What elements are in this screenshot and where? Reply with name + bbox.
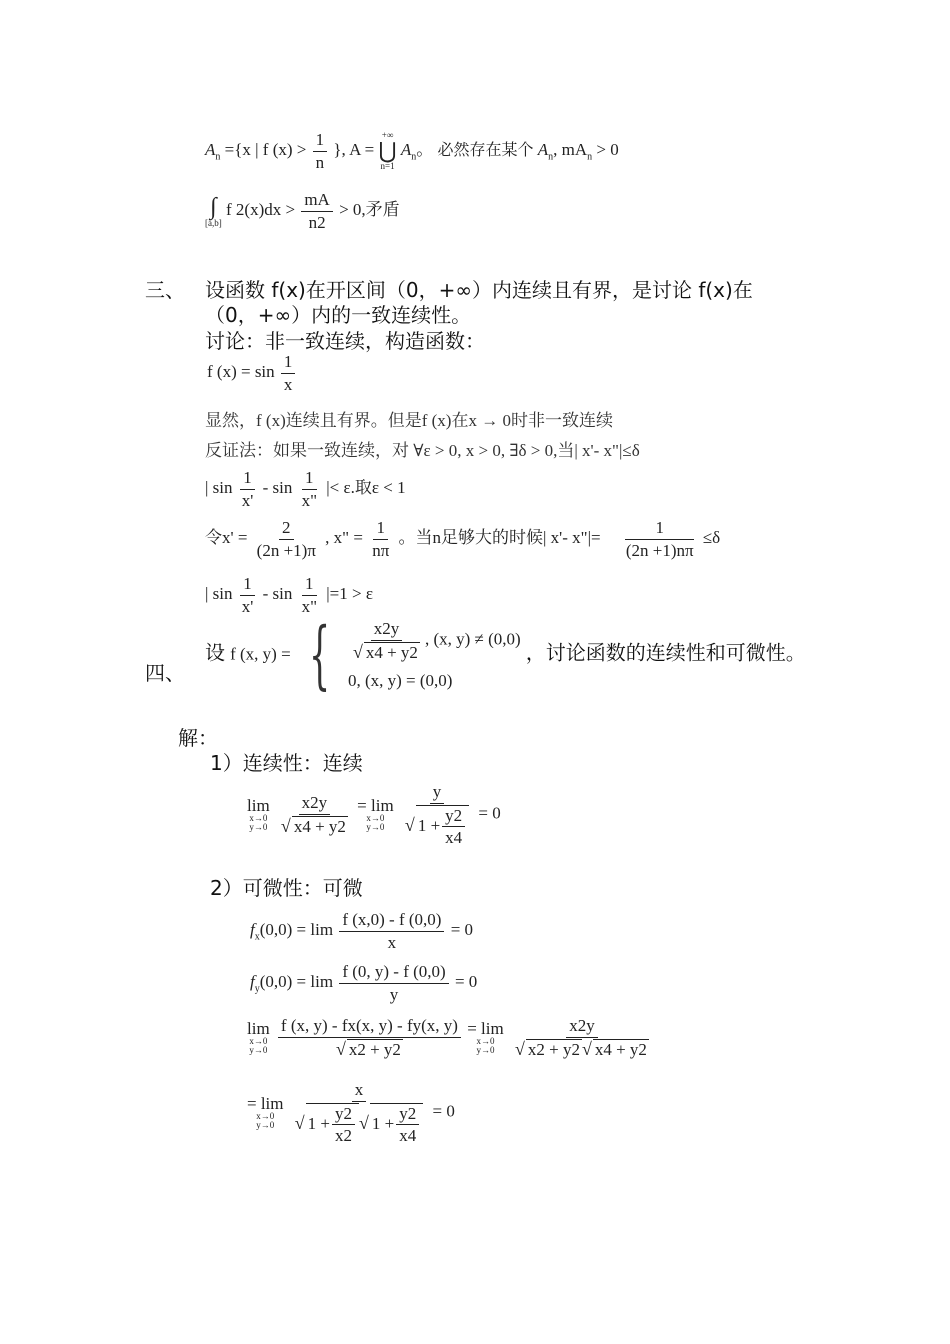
- frac-den: x: [387, 932, 397, 952]
- lim-cond-x: x→0: [249, 812, 268, 823]
- frac-num: y: [430, 782, 445, 804]
- lim-word: lim: [247, 1018, 270, 1038]
- frac-num: y2: [332, 1104, 355, 1126]
- continuity-limit: [247, 782, 501, 848]
- frac-num: 1: [313, 130, 328, 152]
- frac-den: x4: [445, 828, 463, 848]
- lim-word: = lim: [247, 1093, 284, 1113]
- frac-den: n: [315, 152, 325, 172]
- lim-cond-x: x→0: [256, 1110, 275, 1121]
- union-arg: A: [400, 139, 412, 159]
- lim-cond-y: y→0: [249, 1045, 268, 1056]
- frac-num: 1: [302, 574, 317, 596]
- frac-num: 1: [625, 518, 694, 540]
- lim-cond-x: x→0: [366, 812, 385, 823]
- pre-text: 设: [205, 640, 225, 665]
- integral-symbol: [205, 195, 222, 228]
- frac-den: x2: [335, 1126, 352, 1146]
- integrand: f 2(x)dx >: [226, 199, 296, 219]
- one-over-x-prime: [239, 468, 257, 510]
- lim-cond-y: y→0: [366, 822, 385, 833]
- lim-cond-x: x→0: [476, 1035, 495, 1046]
- inequality-line: [205, 468, 406, 510]
- frac-den: n2: [308, 212, 326, 232]
- ineq-mid: - sin: [262, 477, 293, 497]
- an-definition-line: $A_n =\{x$ | f (x) > $\frac{1}{n}$ }, A = +∞ ⋃ n=1 $A_n$。 必然存在某个 $A_n$, $mA_n > 0$: [205, 130, 619, 172]
- inner-one: 1 +: [307, 1113, 330, 1133]
- integral-bottom: [a,b]: [205, 217, 222, 228]
- contradiction: > 0,矛盾: [339, 199, 400, 219]
- frac-den: nπ: [372, 540, 390, 560]
- sqrt-arg: x4 + y2: [365, 642, 418, 662]
- sqrt-arg: x2 + y2: [348, 1039, 401, 1059]
- case-2: 0, (x, y) = (0,0): [347, 670, 453, 690]
- lim-cond-y: y→0: [476, 1045, 495, 1056]
- sub-y: y: [254, 983, 260, 995]
- equals-zero: = 0: [454, 971, 478, 991]
- frac-num: 1: [373, 518, 388, 540]
- differentiability-title: 2）可微性：可微: [210, 876, 363, 900]
- construct-function: [207, 352, 297, 394]
- frac-num: y2: [442, 806, 465, 828]
- frac-den: √ x2 + y2 √ x4 + y2: [514, 1038, 647, 1059]
- sqrt-arg-2: [370, 1103, 423, 1146]
- inner-one: 1 +: [371, 1113, 395, 1133]
- one-over-x-prime: [239, 574, 257, 616]
- func-lhs: f (x) = sin: [207, 361, 275, 381]
- frac-num: f (0, y) - f (0,0): [339, 962, 448, 984]
- lim-cond-y: y→0: [249, 822, 268, 833]
- cont-frac-1: [278, 793, 351, 836]
- frac-num: 1: [240, 574, 255, 596]
- sqrt-arg: x4 + y2: [293, 816, 346, 836]
- frac-num: x2y: [371, 619, 403, 641]
- one-over-x-dprime: [299, 468, 320, 510]
- big-frac: [278, 1016, 461, 1059]
- frac-den: x4: [399, 1126, 417, 1146]
- inner-frac: [442, 806, 465, 848]
- inner-one: 1 +: [417, 815, 441, 835]
- set-open: ={x | f (x) >: [224, 139, 311, 159]
- solution-label: 解：: [178, 726, 218, 750]
- differential-limit: [247, 1016, 654, 1059]
- frac-den: x: [283, 374, 293, 394]
- frac-den: √ 1 + $\frac{y2}{x2}$ √ 1 + $\frac{y2}{x4}$: [292, 1102, 426, 1146]
- problem-3-text-2: （0，+∞）内的一致连续性。: [205, 303, 472, 327]
- an-symbol: A: [205, 139, 216, 159]
- exists-text: 必然存在某个: [437, 139, 534, 159]
- period: 。: [416, 139, 434, 159]
- let-pre: 令x' =: [205, 527, 248, 547]
- man-over-n2: [301, 190, 333, 232]
- one-over-x: [281, 352, 296, 394]
- left-brace: {: [308, 612, 330, 698]
- sqrt-arg-1: x2 + y2: [527, 1039, 580, 1059]
- sqrt-arg-1: [306, 1103, 359, 1146]
- integral-glyph: ∫: [210, 193, 217, 220]
- one-over-n: [313, 130, 328, 172]
- frac-num: x2y: [299, 793, 331, 815]
- post-text: ，讨论函数的连续性和可微性。: [525, 640, 806, 665]
- proof-line: 反证法：如果一致连续，对 ∀ε > 0, x > 0, ∃δ > 0,当| x'- x"|≤δ: [205, 441, 640, 460]
- union-top: +∞: [381, 130, 394, 141]
- frac-num: 1: [240, 468, 255, 490]
- integral-line: [205, 190, 400, 232]
- problem-3-text-1: 设函数 f(x)在开区间（0，+∞）内连续且有界，是讨论 f(x)在: [205, 278, 753, 302]
- two-over-expr: [254, 518, 319, 560]
- problem-3-label: 三、: [145, 278, 185, 302]
- lim-block-2: [357, 797, 394, 833]
- sub-x: x: [254, 931, 260, 943]
- frac-num: y2: [396, 1104, 419, 1126]
- piecewise-cases: [348, 619, 521, 690]
- case1-frac: [350, 619, 423, 662]
- cont-frac-2: [402, 782, 472, 848]
- lim-block-2: [467, 1020, 504, 1056]
- frac-den: x': [241, 490, 254, 510]
- frac-num: mA: [301, 190, 333, 212]
- union-symbol: [379, 131, 397, 171]
- problem-4-label: 四、: [145, 661, 185, 685]
- fy-partial: [250, 962, 477, 1004]
- f-symbol: f: [250, 971, 255, 991]
- f-symbol: f: [250, 919, 255, 939]
- lim-block: [247, 797, 270, 833]
- ineq-tail: |< ε.取ε < 1: [326, 477, 406, 497]
- lim-cond-y: y→0: [256, 1120, 275, 1131]
- fy-arg: (0,0) = lim: [259, 971, 334, 991]
- equals-zero: = 0: [450, 919, 474, 939]
- lim-word: lim: [247, 795, 270, 815]
- frac-den: √ x2 + y2: [335, 1038, 401, 1059]
- final-tail: |=1 > ε: [326, 583, 373, 603]
- case-1: [348, 619, 521, 662]
- sqrt-arg-2: x4 + y2: [594, 1039, 647, 1059]
- frac-den: y: [389, 984, 399, 1004]
- sqrt-arg: [416, 805, 469, 848]
- problem-3-text-3: 讨论：非一致连续，构造函数：: [205, 329, 485, 353]
- lim-word: = lim: [357, 795, 394, 815]
- big-frac-2: [512, 1016, 652, 1059]
- frac-den: x': [241, 596, 254, 616]
- case1-cond: , (x, y) ≠ (0,0): [424, 629, 521, 649]
- ineq-lhs: | sin: [205, 583, 233, 603]
- let-mid: , x" =: [325, 527, 363, 547]
- frac-den: (2n +1)nπ: [625, 540, 694, 560]
- continuity-title: 1）连续性：连续: [210, 751, 363, 775]
- let-line: [205, 518, 720, 560]
- frac-num: f (x,0) - f (0,0): [339, 910, 444, 932]
- frac-den: (2n +1)π: [256, 540, 316, 560]
- frac-den: √ x4 + y2: [280, 815, 346, 836]
- frac-num: 1: [281, 352, 296, 374]
- union-glyph: ⋃: [378, 138, 397, 164]
- lim-block: [247, 1095, 284, 1131]
- frac-num: x2y: [566, 1016, 598, 1038]
- inner-frac-1: [332, 1104, 355, 1146]
- set-close: }, A =: [333, 139, 375, 159]
- frac-num: f (x, y) - fx(x, y) - fy(x, y): [278, 1016, 461, 1038]
- fx-frac: [339, 910, 444, 952]
- equals-zero: = 0: [478, 803, 501, 823]
- final-limit: [247, 1080, 455, 1146]
- ineq-mid: - sin: [262, 583, 293, 603]
- final-frac: [292, 1080, 426, 1146]
- let-text: 。当n足够大的时候| x'- x"|=: [398, 527, 601, 547]
- lim-cond-x: x→0: [249, 1035, 268, 1046]
- one-over-2n1npi: [623, 518, 697, 560]
- union-bottom: n=1: [380, 161, 395, 172]
- lim-block: [247, 1020, 270, 1056]
- final-inequality-line: [205, 574, 373, 616]
- frac-den: x": [301, 596, 318, 616]
- one-over-x-dprime: [299, 574, 320, 616]
- frac-den: √ 1 + $\frac{y2}{x4}$: [402, 804, 472, 848]
- one-over-npi: [369, 518, 392, 560]
- frac-den: x": [301, 490, 318, 510]
- fy-frac: [339, 962, 448, 1004]
- tail: , mA: [553, 139, 588, 159]
- equals-zero: = 0: [432, 1101, 455, 1121]
- frac-den: √ x4 + y2: [352, 641, 418, 662]
- ineq-lhs: | sin: [205, 477, 233, 497]
- gt-zero: > 0: [596, 139, 619, 159]
- problem-4-statement: [205, 612, 806, 698]
- let-tail: ≤δ: [702, 527, 721, 547]
- func-def: f (x, y) =: [230, 644, 291, 664]
- inner-frac-2: [396, 1104, 419, 1146]
- fx-arg: (0,0) = lim: [259, 919, 334, 939]
- obvious-line: 显然，f (x)连续且有界。但是f (x)在x → 0时非一致连续: [205, 411, 613, 430]
- frac-num: x: [352, 1080, 367, 1102]
- fx-partial: [250, 910, 473, 952]
- frac-num: 2: [279, 518, 294, 540]
- lim-word: = lim: [467, 1018, 504, 1038]
- frac-num: 1: [302, 468, 317, 490]
